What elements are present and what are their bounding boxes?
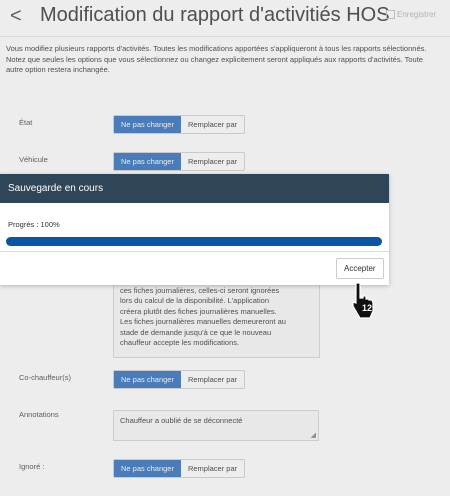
label-cochauffeur: Co-chauffeur(s) <box>19 373 71 382</box>
saving-dialog <box>0 174 389 285</box>
label-annotations: Annotations <box>19 410 59 419</box>
progress-label: Progrès : 100% <box>8 220 60 229</box>
resize-handle-icon[interactable]: ◢ <box>310 432 316 439</box>
dialog-footer <box>0 251 389 286</box>
vehicule-no-change-button[interactable]: Ne pas changer <box>114 153 181 170</box>
note-line: chauffeur accepte les modifications. <box>120 338 240 347</box>
page-title: Modification du rapport d'activitiés HOS <box>40 4 390 26</box>
dialog-body <box>0 203 389 251</box>
cochauffeur-replace-button[interactable]: Remplacer par <box>187 375 238 384</box>
vehicule-replace-button[interactable]: Remplacer par <box>187 157 238 166</box>
label-etat: État <box>19 118 33 127</box>
note-line: créera plutôt des fiches journalières manuelles. <box>120 306 277 316</box>
ignore-no-change-button[interactable]: Ne pas changer <box>114 460 181 477</box>
dialog-title: Sauvegarde en cours <box>0 174 389 203</box>
progress-fill <box>6 237 382 246</box>
save-label: Enregistrer <box>397 10 437 19</box>
note-line: lors du calcul de la disponibilité. L'application <box>120 296 270 305</box>
hand-cursor-icon <box>349 281 379 326</box>
accept-button[interactable]: Accepter <box>336 258 384 279</box>
note-line: Les fiches journalières manuelles demeureront au <box>120 317 286 326</box>
label-vehicule: Véhicule <box>19 155 48 164</box>
back-button[interactable]: < <box>10 5 22 27</box>
etat-no-change-button[interactable]: Ne pas changer <box>114 116 181 133</box>
note-line: stade de demande jusqu'à ce que le nouveau <box>120 327 272 337</box>
note-line: ces fiches journalières, celles-ci seront ignorées <box>120 285 280 295</box>
progress-bar <box>6 237 382 246</box>
label-ignore: Ignoré : <box>19 462 45 471</box>
cursor-badge: 12 <box>361 303 373 313</box>
etat-replace-button[interactable]: Remplacer par <box>187 120 238 129</box>
cochauffeur-no-change-button[interactable]: Ne pas changer <box>114 371 181 388</box>
ignore-replace-button[interactable]: Remplacer par <box>187 464 238 473</box>
annotations-value: Chauffeur a oublié de se déconnecté <box>120 416 243 425</box>
info-text: Vous modifiez plusieurs rapports d'activités. Toutes les modifications apportées s'appliqueront à tous les rapports sélectionnés. Notez que seules les options que vous sélectionnez ou changez explicitement seront appliqués aux rapports d'activités. Toute autre option restera inchangée. <box>6 44 427 74</box>
